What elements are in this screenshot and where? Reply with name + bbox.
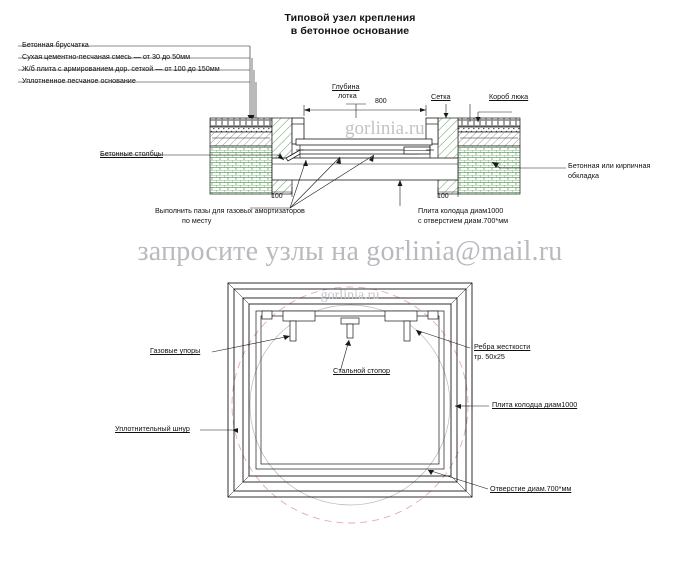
label-well-plate-plan: Плита колодца диам1000	[492, 400, 578, 409]
label-trough-depth-line1: Глубина	[332, 82, 360, 91]
note-grooves-line1: Выполнить пазы для газовых амортизаторов	[155, 206, 305, 215]
label-well-plate-line2: с отверстием диам.700*мм	[418, 216, 509, 225]
watermark-middle: gorlinia.ru	[320, 288, 380, 303]
label-hole-700: Отверстие диам.700*мм	[490, 484, 572, 493]
label-seal-cord: Уплотнительный шнур	[115, 424, 190, 433]
label-hatch-box: Короб люка	[489, 92, 529, 101]
label-well-plate-line1: Плита колодца диам1000	[418, 206, 504, 215]
label-stiffening-ribs-line1: Ребра жесткости	[474, 342, 531, 351]
legend-item-4: Уплотненное песчаное основание	[22, 76, 136, 85]
dimension-right-100: 100	[437, 193, 449, 200]
label-concrete-columns: Бетонные столбцы	[100, 149, 164, 158]
dimension-left-100: 100	[271, 193, 283, 200]
label-stiffening-ribs-line2: тр. 50х25	[474, 352, 505, 361]
label-trough-depth-line2: лотка	[338, 91, 357, 100]
watermark-top: gorlinia.ru	[345, 118, 425, 139]
label-brick-surround-line1: Бетонная или кирпичная	[568, 161, 651, 170]
note-grooves-line2: по месту	[182, 216, 212, 225]
watermark-main: запросите узлы на gorlinia@mail.ru	[137, 236, 563, 267]
label-mesh: Сетка	[431, 92, 451, 101]
label-brick-surround-line2: обкладка	[568, 171, 600, 180]
label-steel-stop: Стальной стопор	[333, 366, 391, 375]
page-title-line-2: в бетонное основание	[290, 25, 410, 37]
legend-item-2: Сухая цементно-песчаная смесь — от 30 до 50мм	[22, 52, 191, 61]
legend-item-1: Бетонная брусчатка	[22, 40, 89, 49]
page-title-line-1: Типовой узел крепления	[284, 12, 416, 24]
dimension-800: 800	[375, 98, 387, 105]
legend-item-3: Ж/б плита с армированием дор. сеткой — от 100 до 150мм	[22, 64, 220, 73]
label-gas-supports: Газовые упоры	[150, 346, 201, 355]
